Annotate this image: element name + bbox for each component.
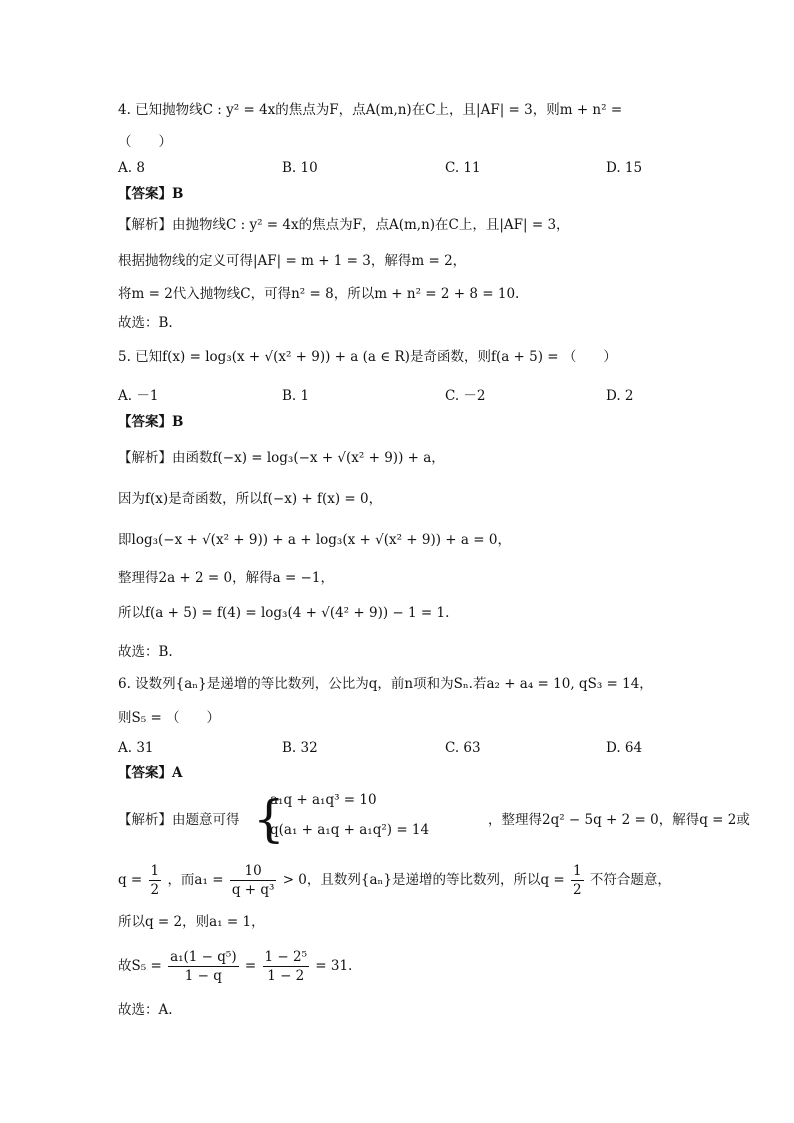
q5-analysis-3: 即log₃(−x + √(x² + 9)) + a + log₃(x + √(x² + 9)) + a = 0， xyxy=(118,532,511,548)
q4-option-c: C. 11 xyxy=(445,160,481,176)
q4-analysis-1: 【解析】由抛物线C : y² = 4x的焦点为F，点A(m,n)在C上，且|AF| = 3， xyxy=(118,217,570,233)
q6-increasing-text: > 0，且数列{aₙ}是递增的等比数列，所以q = xyxy=(282,872,565,888)
q5-answer: 【答案】B xyxy=(118,414,184,430)
q6-a1-equals: ，而a₁ = xyxy=(167,872,224,888)
s5-formula-fraction xyxy=(168,948,239,985)
brace-symbol: { xyxy=(253,790,285,848)
q4-stem: 4. 已知抛物线C : y² = 4x的焦点为F，点A(m,n)在C上，且|AF| = 3，则m + n² = xyxy=(118,102,623,118)
s5-value-numerator: 1 − 2⁵ xyxy=(264,949,307,965)
q4-analysis-2: 根据抛物线的定义可得|AF| = m + 1 = 3，解得m = 2， xyxy=(118,253,467,269)
q6-system-eq-2: q(a₁ + a₁q + a₁q²) = 14 xyxy=(270,822,430,838)
q6-analysis-line-3: 所以q = 2，则a₁ = 1， xyxy=(118,914,265,930)
s5-value-denominator: 1 − 2 xyxy=(267,968,305,984)
half-fraction xyxy=(149,862,162,899)
half-denominator-2: 2 xyxy=(573,882,582,898)
q5-stem: 5. 已知f(x) = log₃(x + √(x² + 9)) + a (a ∈ R)是奇函数，则f(a + 5) = （ ） xyxy=(118,349,617,365)
q6-option-d: D. 64 xyxy=(606,740,643,756)
q4-analysis-4: 故选：B. xyxy=(118,315,173,331)
q5-option-b: B. 1 xyxy=(282,388,310,404)
q6-option-c: C. 63 xyxy=(445,740,481,756)
q6-analysis-rest: ，整理得2q² − 5q + 2 = 0，解得q = 2或 xyxy=(488,812,750,828)
q5-option-c: C. －2 xyxy=(445,388,486,404)
q5-analysis-2: 因为f(x)是奇函数，所以f(−x) + f(x) = 0， xyxy=(118,491,383,507)
q5-option-a: A. －1 xyxy=(118,388,159,404)
q4-option-b: B. 10 xyxy=(282,160,318,176)
s5-formula-denominator: 1 − q xyxy=(184,968,222,984)
q5-analysis-4: 整理得2a + 2 = 0，解得a = −1， xyxy=(118,570,334,586)
q5-analysis-6: 故选：B. xyxy=(118,644,173,660)
s5-value-fraction xyxy=(263,948,309,985)
half-fraction-2 xyxy=(571,862,584,899)
q6-option-b: B. 32 xyxy=(282,740,318,756)
q6-s5-equals: 故S₅ = xyxy=(118,958,162,974)
s5-result: = 31. xyxy=(315,958,353,974)
half-denominator: 2 xyxy=(150,882,160,898)
q6-not-valid-text: 不符合题意， xyxy=(589,872,671,888)
a1-denominator: q + q³ xyxy=(231,882,275,898)
a1-numerator: 10 xyxy=(230,862,277,881)
q6-option-a: A. 31 xyxy=(118,740,154,756)
half-numerator-2: 1 xyxy=(573,863,582,879)
equals-sign: = xyxy=(244,958,257,974)
s5-formula-numerator: a₁(1 − q⁵) xyxy=(170,949,237,965)
q4-analysis-3: 将m = 2代入抛物线C，可得n² = 8，所以m + n² = 2 + 8 = 10. xyxy=(118,286,520,302)
q6-analysis-label: 【解析】由题意可得 xyxy=(118,812,240,828)
q6-final: 故选：A. xyxy=(118,1002,173,1018)
q6-analysis-line-2 xyxy=(118,862,671,899)
q5-option-d: D. 2 xyxy=(606,388,634,404)
a1-fraction xyxy=(230,862,277,899)
q4-option-a: A. 8 xyxy=(118,160,145,176)
q6-q-equals: q = xyxy=(118,872,143,888)
q6-system-eq-1: a₁q + a₁q³ = 10 xyxy=(270,792,377,808)
half-numerator: 1 xyxy=(150,863,160,879)
q4-answer: 【答案】B xyxy=(118,186,184,202)
q6-stem-2: 则S₅ = （ ） xyxy=(118,710,221,726)
q6-stem: 6. 设数列{aₙ}是递增的等比数列，公比为q，前n项和为Sₙ.若a₂ + a₄ = 10, qS₃ = 14， xyxy=(118,676,653,692)
q5-analysis-1: 【解析】由函数f(−x) = log₃(−x + √(x² + 9)) + a， xyxy=(118,450,445,466)
q4-blank: （ ） xyxy=(118,134,172,150)
q4-option-d: D. 15 xyxy=(606,160,643,176)
q5-analysis-5: 所以f(a + 5) = f(4) = log₃(4 + √(4² + 9)) − 1 = 1. xyxy=(118,605,450,621)
q6-answer: 【答案】A xyxy=(118,765,183,781)
q6-analysis-line-4 xyxy=(118,948,352,985)
